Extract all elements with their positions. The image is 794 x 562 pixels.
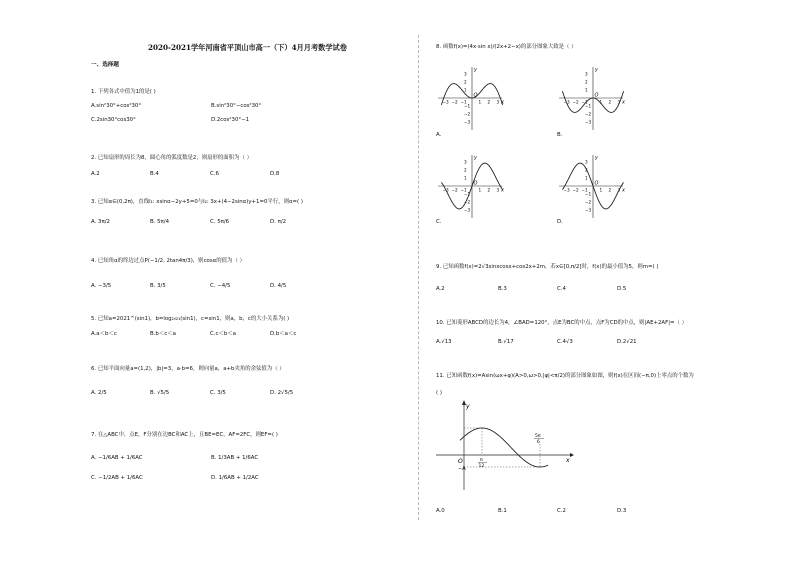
- q8-y-tick: 3: [585, 159, 588, 165]
- question-6-option-a[interactable]: A. 2/5: [91, 390, 107, 396]
- q8-y-tick: 2: [464, 167, 467, 173]
- q8-origin-label: O: [473, 92, 478, 99]
- question-9-option-d[interactable]: D.5: [617, 286, 627, 292]
- question-5-option-a[interactable]: A.a＜b＜c: [91, 331, 117, 337]
- question-4-option-d[interactable]: D. 4/5: [270, 283, 287, 289]
- page-title: 2020-2021学年河南省平顶山市高一（下）4月月考数学试卷: [148, 43, 347, 52]
- q8-y-tick: 1: [585, 87, 588, 93]
- q8-x-tick: 1: [478, 187, 482, 193]
- q8-y-label: y: [474, 155, 477, 161]
- q8-x-tick: −2: [572, 187, 579, 193]
- graph-x1-den: 12: [478, 464, 485, 469]
- question-7-option-b[interactable]: B. 1/3AB + 1/6AC: [211, 455, 259, 461]
- q8-y-tick: 3: [585, 71, 588, 77]
- q8-y-tick: −1: [464, 103, 471, 109]
- question-5-option-d[interactable]: D.b＜a＜c: [270, 331, 297, 337]
- q8-origin-label: O: [594, 180, 599, 187]
- question-2-stem: 2. 已知扇形的周长为8，圆心角的弧度数是2，则扇形的面积为（ ）: [91, 155, 252, 161]
- q8-x-tick: −2: [572, 99, 579, 105]
- question-10-option-a[interactable]: A.√13: [436, 339, 452, 345]
- q8-y-tick: −1: [585, 103, 592, 109]
- question-2-option-b[interactable]: B.4: [150, 171, 159, 177]
- q8-graph-d: [557, 152, 629, 220]
- graph-y-label: y: [466, 403, 470, 410]
- q8-x-tick: −2: [451, 187, 458, 193]
- q8-y-label: y: [595, 155, 598, 161]
- question-1-option-d[interactable]: D.2cos²30°−1: [211, 117, 250, 123]
- question-11-paren: ( ): [436, 390, 442, 396]
- question-7-option-c[interactable]: C. −1/2AB + 1/6AC: [91, 475, 143, 481]
- q8-y-tick: −1: [464, 191, 471, 197]
- q8-x-tick: 3: [617, 99, 621, 105]
- question-3-option-c[interactable]: C. 5π/6: [210, 219, 230, 225]
- question-8-option-b[interactable]: B.: [557, 132, 563, 138]
- question-11-option-a[interactable]: A.0: [436, 508, 445, 514]
- q8-x-tick: −3: [442, 99, 449, 105]
- question-1-option-c[interactable]: C.2sin30°cos30°: [91, 117, 136, 123]
- question-9-option-c[interactable]: C.4: [557, 286, 566, 292]
- q8-y-tick: 1: [464, 87, 467, 93]
- question-10-option-d[interactable]: D.2√21: [617, 339, 637, 345]
- q8-y-tick: 2: [585, 167, 588, 173]
- question-6-option-c[interactable]: C. 3/5: [210, 390, 226, 396]
- column-divider: [418, 35, 420, 520]
- q8-x-label: x: [622, 99, 625, 106]
- graph-x2-den: 6: [537, 440, 540, 445]
- q8-x-tick: 1: [599, 99, 603, 105]
- question-9-option-a[interactable]: A.2: [436, 286, 445, 292]
- question-4-option-a[interactable]: A. −3/5: [91, 283, 112, 289]
- q8-x-tick: 3: [496, 99, 500, 105]
- q8-graph-b: [557, 64, 629, 132]
- question-4-option-b[interactable]: B. 3/5: [150, 283, 166, 289]
- q8-x-tick: −1: [460, 99, 467, 105]
- q8-x-label: x: [501, 187, 504, 194]
- graph-x1-num: π: [480, 458, 483, 463]
- question-3-option-b[interactable]: B. 5π/4: [150, 219, 170, 225]
- q8-y-tick: 1: [464, 175, 467, 181]
- q8-origin-label: O: [594, 92, 599, 99]
- question-6-option-b[interactable]: B. √5/5: [150, 390, 170, 396]
- question-3-option-d[interactable]: D. π/2: [270, 219, 287, 225]
- q8-x-tick: 2: [608, 187, 612, 193]
- question-11-graph: [436, 398, 576, 493]
- q8-y-tick: 1: [585, 175, 588, 181]
- q8-y-label: y: [474, 67, 477, 73]
- q8-x-tick: −3: [563, 187, 570, 193]
- graph-x2-num: 5π: [535, 434, 541, 439]
- q8-y-tick: −3: [585, 207, 592, 213]
- q8-x-tick: −3: [442, 187, 449, 193]
- q8-y-tick: −3: [464, 207, 471, 213]
- q8-x-tick: −1: [581, 99, 588, 105]
- question-9-stem: 9. 已知函数f(x)=2√3sinxcosx+cos2x+2m，若x∈[0,π/2]时，f(x)的最小值为5，则m=( ): [436, 264, 659, 270]
- question-4-option-c[interactable]: C. −4/5: [210, 283, 231, 289]
- question-11-stem: 11. 已知函数f(x)=Asin(ωx+φ)(A>0,ω>0,|φ|<π/2)的部分图象如图，则f(x)在区间(−π,0)上零点的个数为: [436, 373, 694, 379]
- q8-x-tick: 3: [496, 187, 500, 193]
- q8-x-tick: 1: [599, 187, 603, 193]
- q8-y-tick: 3: [464, 71, 467, 77]
- question-9-option-b[interactable]: B.3: [498, 286, 507, 292]
- question-11-option-c[interactable]: C.2: [557, 508, 566, 514]
- section-heading: 一、选择题: [91, 62, 119, 68]
- q8-graph-c: [436, 152, 508, 220]
- graph-origin-label: O: [458, 458, 463, 465]
- graph-x-label: x: [566, 457, 570, 464]
- question-1-option-a[interactable]: A.sin²30°+cos²30°: [91, 103, 142, 109]
- question-10-option-c[interactable]: C.4√3: [557, 339, 573, 345]
- q8-x-tick: 2: [487, 187, 491, 193]
- question-10-option-b[interactable]: B.√17: [498, 339, 514, 345]
- q8-y-tick: 3: [464, 159, 467, 165]
- question-6-stem: 6. 已知平面向量a=(1,2)，|b|=3，a·b=6，则向量a，a+b夹角的余弦值为（ ）: [91, 366, 285, 372]
- q8-y-label: y: [595, 67, 598, 73]
- question-1-stem: 1. 下列各式中值为1的是( ): [91, 89, 156, 95]
- q8-graph-a: [436, 64, 508, 132]
- question-8-option-a[interactable]: A.: [436, 132, 442, 138]
- question-7-option-a[interactable]: A. −1/6AB + 1/6AC: [91, 455, 143, 461]
- q8-y-tick: 2: [464, 79, 467, 85]
- q8-y-tick: −2: [464, 199, 471, 205]
- q8-y-tick: −3: [464, 119, 471, 125]
- question-3-option-a[interactable]: A. 3π/2: [91, 219, 110, 225]
- q8-x-tick: −3: [563, 99, 570, 105]
- question-1-option-b[interactable]: B.sin²30°−cos²30°: [211, 103, 262, 109]
- q8-x-tick: −1: [581, 187, 588, 193]
- question-5-stem: 5. 已知a=2021^(sin1)，b=log₂₀₂₁(sin1)，c=sin1，则a，b，c的大小关系为( ): [91, 316, 290, 322]
- question-7-stem: 7. 在△ABC中，点E，F分别在边BC和AC上，且BE=EC，AF=2FC，则EF=( ): [91, 432, 278, 438]
- question-8-stem: 8. 函数f(x)=(4x·sin x)/(2x+2−x)的部分图象大致是（ ）: [436, 44, 577, 50]
- q8-x-label: x: [501, 99, 504, 106]
- q8-x-tick: 3: [617, 187, 621, 193]
- q8-y-tick: −1: [585, 191, 592, 197]
- question-6-option-d[interactable]: D. 2√5/5: [270, 390, 294, 396]
- question-10-stem: 10. 已知菱形ABCD的边长为4，∠BAD=120°，点E为BC的中点，点F为CD的中点，则|AE+2AF|=（ ）: [436, 320, 688, 326]
- q8-y-tick: −3: [585, 119, 592, 125]
- question-8-option-c[interactable]: C.: [436, 219, 442, 225]
- question-2-option-d[interactable]: D.8: [270, 171, 280, 177]
- question-8-option-d[interactable]: D.: [557, 219, 563, 225]
- q8-origin-label: O: [473, 180, 478, 187]
- question-2-option-c[interactable]: C.6: [210, 171, 219, 177]
- q8-y-tick: 2: [585, 79, 588, 85]
- question-7-option-d[interactable]: D. 1/6AB + 1/2AC: [211, 475, 259, 481]
- q8-x-tick: −2: [451, 99, 458, 105]
- question-5-option-b[interactable]: B.b＜c＜a: [150, 331, 176, 337]
- q8-x-tick: 1: [478, 99, 482, 105]
- question-2-option-a[interactable]: A.2: [91, 171, 100, 177]
- question-11-option-b[interactable]: B.1: [498, 508, 507, 514]
- q8-y-tick: −2: [464, 111, 471, 117]
- q8-y-tick: −2: [585, 111, 592, 117]
- question-4-stem: 4. 已知角α的终边过点P(−1/2, 2tan4π/3)，则cosα的值为（ ）: [91, 258, 245, 264]
- q8-x-tick: 2: [608, 99, 612, 105]
- x-axis-arrow-icon: [570, 453, 574, 457]
- question-5-option-c[interactable]: C.c＜b＜a: [210, 331, 236, 337]
- q8-y-tick: −2: [585, 199, 592, 205]
- question-11-option-d[interactable]: D.3: [617, 508, 627, 514]
- question-3-stem: 3. 已知α∈(0,2π)，直线l₁: xsinα−2y+5=0与l₂: 3x+(4−2sinα)y+1=0平行，则α=( ): [91, 199, 303, 205]
- graph-neg-amp-label: −A: [458, 466, 466, 472]
- q8-x-label: x: [622, 187, 625, 194]
- q8-x-tick: 2: [487, 99, 491, 105]
- q8-x-tick: −1: [460, 187, 467, 193]
